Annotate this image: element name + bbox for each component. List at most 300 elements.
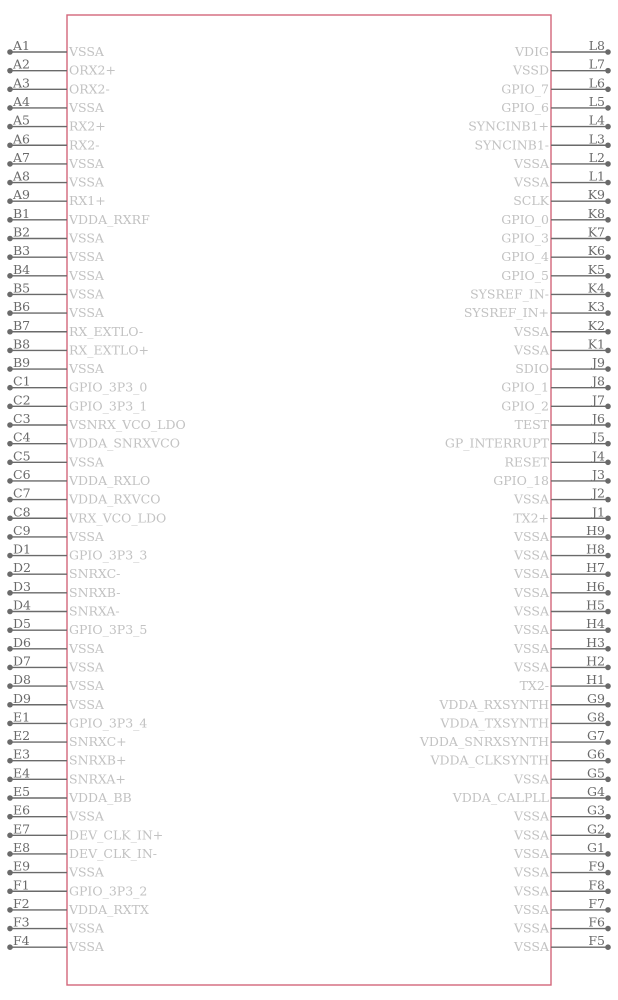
pin-number: B9 <box>13 355 31 371</box>
pin-number: H7 <box>586 560 605 576</box>
pin-endpoint-dot <box>605 590 611 596</box>
pin-endpoint-dot <box>7 329 13 335</box>
pin-number: C6 <box>13 466 31 482</box>
pin-name: RX_EXTLO- <box>69 323 144 339</box>
pin-endpoint-dot <box>7 49 13 55</box>
pin-number: K6 <box>587 243 605 259</box>
pin-name: VSSA <box>69 174 104 190</box>
pin-name: VSSA <box>514 566 549 582</box>
pin-name: VSSA <box>514 939 549 955</box>
pin-number: L7 <box>588 56 605 72</box>
pin-number: A8 <box>13 168 30 184</box>
pin-number: F2 <box>13 895 30 911</box>
pin-number: F3 <box>13 914 30 930</box>
pin-endpoint-dot <box>7 833 13 839</box>
pin-number: J8 <box>592 373 605 389</box>
pin-number: K3 <box>587 299 605 315</box>
pin-endpoint-dot <box>605 236 611 242</box>
pin-name: GPIO_3P3_2 <box>69 883 148 899</box>
pin-number: F5 <box>588 933 605 949</box>
pin-endpoint-dot <box>7 683 13 689</box>
left-pin <box>7 504 166 525</box>
pin-number: E8 <box>13 839 31 855</box>
pin-number: E2 <box>13 728 31 744</box>
pin-name: SDIO <box>515 361 549 377</box>
pin-endpoint-dot <box>605 888 611 894</box>
pin-number: B8 <box>13 336 31 352</box>
pin-number: F8 <box>588 877 605 893</box>
pin-number: D8 <box>13 672 31 688</box>
pin-endpoint-dot <box>605 180 611 186</box>
pin-endpoint-dot <box>605 142 611 148</box>
pin-endpoint-dot <box>7 627 13 633</box>
pin-endpoint-dot <box>605 534 611 540</box>
pin-number: J2 <box>592 485 605 501</box>
pin-endpoint-dot <box>605 739 611 745</box>
pin-endpoint-dot <box>7 515 13 521</box>
pin-name: VSSA <box>69 44 104 59</box>
pin-number: G8 <box>587 709 605 725</box>
pin-name: TX2- <box>519 678 549 694</box>
pin-number: J7 <box>592 392 605 408</box>
pin-endpoint-dot <box>605 515 611 521</box>
pin-endpoint-dot <box>7 180 13 186</box>
pin-name: VSSA <box>69 528 104 544</box>
pin-number: F4 <box>13 933 30 949</box>
pin-endpoint-dot <box>7 814 13 820</box>
pin-name: RX1+ <box>69 193 106 209</box>
pin-endpoint-dot <box>605 441 611 447</box>
pin-name: SNRXB+ <box>69 752 127 768</box>
pin-endpoint-dot <box>7 254 13 260</box>
pin-endpoint-dot <box>605 683 611 689</box>
pin-name: VDDA_RXTX <box>69 901 149 917</box>
pin-number: B3 <box>13 243 31 259</box>
pin-endpoint-dot <box>7 460 13 466</box>
pin-name: VSSA <box>514 901 549 917</box>
pin-number: A7 <box>13 149 30 165</box>
pin-name: VDDA_BB <box>69 790 132 805</box>
pin-number: A6 <box>13 131 30 147</box>
pin-endpoint-dot <box>605 795 611 801</box>
pin-endpoint-dot <box>605 833 611 839</box>
pin-endpoint-dot <box>7 366 13 372</box>
pin-name: VSSA <box>69 864 104 880</box>
pin-name: VSSA <box>69 640 104 656</box>
pin-number: C4 <box>13 429 31 445</box>
pin-endpoint-dot <box>7 888 13 894</box>
pin-number: B4 <box>13 261 31 277</box>
left-pin <box>7 933 105 954</box>
pin-endpoint-dot <box>605 329 611 335</box>
pin-endpoint-dot <box>605 105 611 111</box>
pin-name: VSSA <box>69 230 104 246</box>
pin-number: A1 <box>13 38 30 53</box>
pin-number: E5 <box>13 784 31 799</box>
pin-name: GPIO_18 <box>493 472 549 488</box>
right-pin <box>445 430 611 451</box>
pin-endpoint-dot <box>605 814 611 820</box>
pin-name: SCLK <box>513 193 549 209</box>
pin-name: ORX2- <box>69 81 110 97</box>
pin-name: VRX_VCO_LDO <box>69 510 167 526</box>
pin-endpoint-dot <box>605 627 611 633</box>
pin-number: K7 <box>587 224 605 240</box>
pin-name: VSSA <box>69 939 104 955</box>
pin-name: VSSA <box>69 305 104 321</box>
pin-endpoint-dot <box>605 292 611 298</box>
pin-number: B2 <box>13 224 31 240</box>
pin-name: VSSA <box>514 155 549 171</box>
pin-number: L5 <box>588 93 605 109</box>
pin-name: VSSA <box>514 827 549 843</box>
pin-name: SNRXC+ <box>69 734 127 750</box>
right-pin <box>438 691 610 712</box>
pin-endpoint-dot <box>605 758 611 764</box>
pin-number: H8 <box>586 541 605 557</box>
pin-endpoint-dot <box>605 124 611 130</box>
pin-name: VDDA_RXVCO <box>69 491 161 507</box>
pin-number: G4 <box>587 784 605 799</box>
pin-name: VSSD <box>513 62 549 78</box>
pin-number: H1 <box>586 672 605 688</box>
left-pin <box>7 411 186 432</box>
pin-endpoint-dot <box>7 161 13 167</box>
pin-endpoint-dot <box>7 926 13 932</box>
pin-endpoint-dot <box>7 217 13 223</box>
pin-number: D4 <box>13 597 31 613</box>
pin-name: VSSA <box>69 678 104 694</box>
pin-name: DEV_CLK_IN+ <box>69 827 164 843</box>
pin-number: L8 <box>588 38 605 53</box>
pin-name: GPIO_3 <box>501 230 549 246</box>
pin-name: GPIO_4 <box>501 249 549 265</box>
pin-number: G6 <box>587 746 605 762</box>
pin-endpoint-dot <box>605 68 611 74</box>
pin-endpoint-dot <box>605 926 611 932</box>
pin-endpoint-dot <box>605 198 611 204</box>
pin-name: GPIO_0 <box>501 211 549 227</box>
right-pin <box>429 747 610 768</box>
pin-name: VSSA <box>514 808 549 824</box>
pin-name: GPIO_5 <box>501 267 549 283</box>
pin-name: RX_EXTLO+ <box>69 342 149 358</box>
pin-number: L2 <box>588 149 605 165</box>
pin-endpoint-dot <box>7 721 13 727</box>
pin-name: GPIO_3P3_4 <box>69 715 148 731</box>
pin-name: VSSA <box>514 174 549 190</box>
pin-endpoint-dot <box>605 870 611 876</box>
pin-number: D1 <box>13 541 31 557</box>
pin-name: VDDA_RXSYNTH <box>439 696 549 712</box>
right-pin-group <box>419 38 611 954</box>
pin-number: K5 <box>587 261 605 277</box>
pin-endpoint-dot <box>7 702 13 708</box>
pin-endpoint-dot <box>605 310 611 316</box>
pin-number: L4 <box>588 112 605 128</box>
pin-number: J6 <box>592 411 605 426</box>
pin-name: VSSA <box>69 920 104 936</box>
pin-number: A3 <box>13 75 30 91</box>
pin-endpoint-dot <box>7 870 13 876</box>
pin-endpoint-dot <box>7 758 13 764</box>
pin-endpoint-dot <box>7 198 13 204</box>
pin-endpoint-dot <box>605 217 611 223</box>
pin-name: VSSA <box>514 883 549 899</box>
pin-number: C9 <box>13 522 31 538</box>
pin-number: G3 <box>587 802 605 818</box>
pin-name: VSSA <box>514 864 549 880</box>
left-pin-group <box>7 38 186 954</box>
pin-endpoint-dot <box>7 68 13 74</box>
pin-endpoint-dot <box>7 534 13 540</box>
pin-number: H4 <box>586 616 605 632</box>
pin-name: VSSA <box>69 249 104 265</box>
pin-number: K9 <box>587 187 605 203</box>
right-pin <box>419 728 611 749</box>
pin-endpoint-dot <box>7 478 13 484</box>
pin-endpoint-dot <box>7 236 13 242</box>
pin-endpoint-dot <box>605 478 611 484</box>
pin-name: VSSA <box>514 659 549 675</box>
pin-number: K1 <box>587 336 605 352</box>
pin-endpoint-dot <box>7 404 13 410</box>
pin-number: A4 <box>13 93 30 109</box>
pin-number: A5 <box>13 112 30 128</box>
pin-name: TEST <box>514 417 549 432</box>
pin-number: B5 <box>13 280 31 296</box>
pin-number: G1 <box>587 839 605 855</box>
pin-endpoint-dot <box>7 124 13 130</box>
pin-number: D7 <box>13 653 31 669</box>
pin-number: F6 <box>588 914 605 930</box>
pin-endpoint-dot <box>605 609 611 615</box>
pin-endpoint-dot <box>605 385 611 391</box>
pin-name: VSSA <box>69 696 104 712</box>
pin-name: VSSA <box>69 361 104 377</box>
pin-name: VDDA_SNRXSYNTH <box>419 734 549 750</box>
pin-name: GPIO_6 <box>501 99 549 115</box>
pin-name: VSSA <box>514 323 549 339</box>
pin-endpoint-dot <box>7 553 13 559</box>
pin-endpoint-dot <box>605 460 611 466</box>
pin-number: B1 <box>13 205 31 221</box>
pin-endpoint-dot <box>7 590 13 596</box>
pin-name: GPIO_3P3_5 <box>69 622 148 638</box>
pin-endpoint-dot <box>605 87 611 93</box>
pin-number: D2 <box>13 560 31 576</box>
pin-name: GP_INTERRUPT <box>444 435 549 451</box>
pin-endpoint-dot <box>605 49 611 55</box>
pin-name: VSSA <box>514 622 549 638</box>
pin-number: K8 <box>587 205 605 221</box>
pin-name: VSSA <box>514 771 549 787</box>
pin-name: SYSREF_IN- <box>470 286 549 302</box>
left-pin <box>7 821 163 842</box>
pin-number: E7 <box>13 821 31 837</box>
pin-endpoint-dot <box>7 273 13 279</box>
pin-endpoint-dot <box>605 254 611 260</box>
pin-name: RX2- <box>69 137 100 153</box>
pin-number: L3 <box>588 131 605 147</box>
pin-name: GPIO_3P3_1 <box>69 398 148 414</box>
pin-number: C2 <box>13 392 31 408</box>
pin-name: GPIO_7 <box>501 81 549 97</box>
pin-endpoint-dot <box>605 404 611 410</box>
pin-number: J5 <box>592 429 605 445</box>
pin-name: DEV_CLK_IN- <box>69 845 157 861</box>
pin-name: SYNCINB1- <box>474 137 549 153</box>
pin-number: E1 <box>13 709 31 725</box>
pin-number: H3 <box>586 634 605 650</box>
pin-name: VSSA <box>69 808 104 824</box>
pin-name: RESET <box>504 454 549 470</box>
pin-name: ORX2+ <box>69 62 116 78</box>
pin-number: H9 <box>586 522 605 538</box>
pin-endpoint-dot <box>605 571 611 577</box>
pin-endpoint-dot <box>7 851 13 857</box>
pin-number: L6 <box>588 75 605 91</box>
pin-endpoint-dot <box>605 944 611 950</box>
pin-name: SNRXB- <box>69 584 121 600</box>
pin-endpoint-dot <box>7 571 13 577</box>
pin-name: VSSA <box>514 491 549 507</box>
pin-endpoint-dot <box>605 366 611 372</box>
pin-name: VSSA <box>514 342 549 358</box>
pin-number: C7 <box>13 485 31 501</box>
pin-endpoint-dot <box>605 422 611 428</box>
pin-number: J9 <box>592 355 605 371</box>
pin-name: VDDA_CLKSYNTH <box>430 752 549 768</box>
pin-endpoint-dot <box>605 161 611 167</box>
pin-name: TX2+ <box>513 510 549 526</box>
pin-name: VSSA <box>514 584 549 600</box>
pin-endpoint-dot <box>7 795 13 801</box>
pin-name: RX2+ <box>69 118 106 134</box>
left-pin <box>7 430 180 451</box>
pin-number: H6 <box>586 578 605 594</box>
pin-name: VSSA <box>69 659 104 675</box>
pin-name: VSSA <box>69 454 104 470</box>
pin-number: E9 <box>13 858 31 874</box>
pin-number: K4 <box>587 280 605 296</box>
pin-endpoint-dot <box>7 665 13 671</box>
pin-name: SNRXA- <box>69 603 120 619</box>
pin-number: D9 <box>13 690 31 706</box>
pin-number: A2 <box>13 56 30 72</box>
pin-name: VDDA_RXLO <box>69 472 151 488</box>
pin-endpoint-dot <box>7 142 13 148</box>
pin-number: H5 <box>586 597 605 613</box>
pin-endpoint-dot <box>605 851 611 857</box>
pin-name: VSSA <box>514 640 549 656</box>
pin-endpoint-dot <box>605 665 611 671</box>
pin-name: VDDA_TXSYNTH <box>440 715 549 731</box>
pin-name: GPIO_3P3_3 <box>69 547 148 563</box>
right-pin <box>439 709 610 730</box>
pin-endpoint-dot <box>605 497 611 503</box>
pin-endpoint-dot <box>7 739 13 745</box>
pin-number: G9 <box>587 690 605 706</box>
pin-name: VDDA_SNRXVCO <box>69 435 180 451</box>
pin-name: VSSA <box>69 155 104 171</box>
pin-number: G5 <box>587 765 605 781</box>
pin-number: G7 <box>587 728 605 744</box>
pin-number: C5 <box>13 448 31 464</box>
pin-number: D5 <box>13 616 31 632</box>
pin-endpoint-dot <box>605 777 611 783</box>
pin-number: H2 <box>586 653 605 669</box>
pin-number: F7 <box>588 895 605 911</box>
pin-number: J1 <box>592 504 605 520</box>
pin-number: A9 <box>13 187 30 203</box>
pin-name: VSSA <box>514 845 549 861</box>
pin-endpoint-dot <box>7 609 13 615</box>
pin-name: VSSA <box>69 267 104 283</box>
pin-name: VSSA <box>514 603 549 619</box>
pin-endpoint-dot <box>7 777 13 783</box>
pin-name: VSSA <box>514 547 549 563</box>
pin-name: VSSA <box>514 920 549 936</box>
pin-endpoint-dot <box>605 273 611 279</box>
pin-number: G2 <box>587 821 605 837</box>
pin-endpoint-dot <box>7 348 13 354</box>
pin-name: VSNRX_VCO_LDO <box>69 417 186 432</box>
pin-name: SYSREF_IN+ <box>463 305 549 321</box>
pin-name: GPIO_3P3_0 <box>69 379 148 395</box>
pin-name: SYNCINB1+ <box>468 118 549 134</box>
pin-number: J4 <box>592 448 605 464</box>
pin-number: J3 <box>592 466 605 482</box>
pin-number: L1 <box>588 168 605 184</box>
pin-endpoint-dot <box>7 105 13 111</box>
pin-number: E3 <box>13 746 31 762</box>
pin-number: K2 <box>587 317 605 333</box>
pin-endpoint-dot <box>605 907 611 913</box>
pin-endpoint-dot <box>7 441 13 447</box>
right-pin <box>513 933 611 954</box>
pin-endpoint-dot <box>7 497 13 503</box>
pin-number: B6 <box>13 299 31 315</box>
pin-endpoint-dot <box>605 348 611 354</box>
pin-number: F9 <box>588 858 605 874</box>
pin-endpoint-dot <box>7 292 13 298</box>
pin-name: GPIO_2 <box>501 398 549 414</box>
pin-name: VDIG <box>515 44 549 59</box>
pin-name: VSSA <box>69 286 104 302</box>
pin-number: C8 <box>13 504 31 520</box>
pin-name: GPIO_1 <box>501 379 549 395</box>
pin-endpoint-dot <box>605 702 611 708</box>
pin-endpoint-dot <box>7 646 13 652</box>
pin-name: SNRXA+ <box>69 771 126 787</box>
pin-name: VDDA_CALPLL <box>452 790 549 805</box>
pin-endpoint-dot <box>605 646 611 652</box>
pin-name: VSSA <box>69 99 104 115</box>
pin-number: D3 <box>13 578 31 594</box>
pin-endpoint-dot <box>605 721 611 727</box>
pin-endpoint-dot <box>7 87 13 93</box>
pin-name: SNRXC- <box>69 566 121 582</box>
pin-number: D6 <box>13 634 31 650</box>
pin-number: E6 <box>13 802 31 818</box>
pin-number: B7 <box>13 317 31 333</box>
pin-endpoint-dot <box>7 422 13 428</box>
pin-endpoint-dot <box>7 310 13 316</box>
pin-name: VSSA <box>514 528 549 544</box>
pin-endpoint-dot <box>7 385 13 391</box>
pin-number: F1 <box>13 877 30 893</box>
